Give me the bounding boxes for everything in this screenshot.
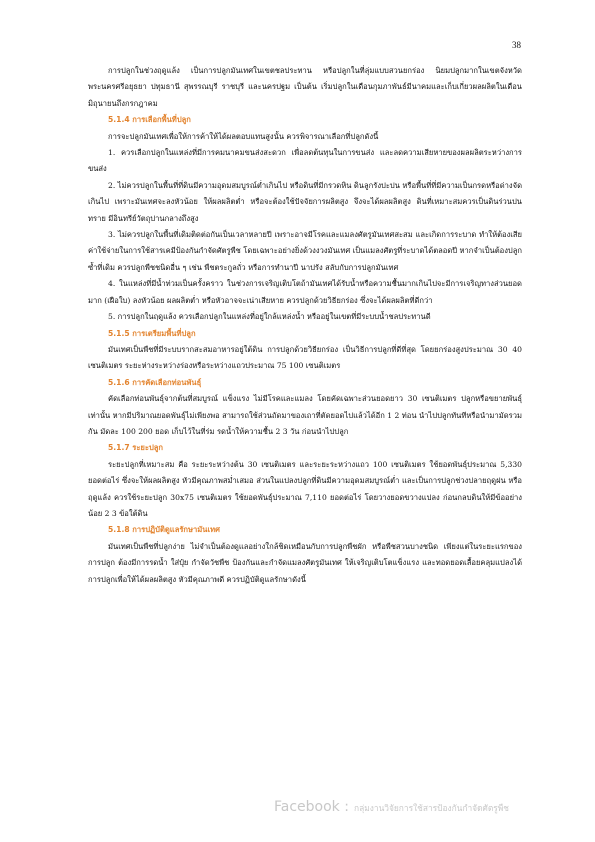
body-paragraph: มันเทศเป็นพืชที่ปลูกง่าย ไม่จำเป็นต้องดูแลอย่างใกล้ชิดเหมือนกับการปลูกพืชผัก หรือพืชสวนบางชนิด เพียงแต่ในระยะแรกของการปลูก ต้องมีการรดน้ำ ใส่ปุ๋ย กำจัดวัชพืช ป้องกันและกำจัดแมลงศัตรูมันเทศ ให้เจริญเติบโตแข็งแรง และทอดยอดเลื้อยคลุมแปลงได้ การปลูกเพื่อให้ได้ผลผลิตสูง หัวมีคุณภาพดี ควรปฏิบัติดูแลรักษาดังนี้ [88,541,522,584]
body-paragraph: 1. ควรเลือกปลูกในแหล่งที่มีการคมนาคมขนส่งสะดวก เพื่อลดต้นทุนในการขนส่ง และลดความเสียหายของผลผลิตระหว่างการขนส่ง [88,148,522,174]
footer-facebook-label: Facebook : [274,799,349,815]
section-heading: 5.1.6 การคัดเลือกท่อนพันธุ์ [108,377,202,387]
section-heading: 5.1.8 การปฏิบัติดูแลรักษามันเทศ [108,525,220,535]
body-paragraph: 3. ไม่ควรปลูกในพื้นที่เดิมติดต่อกันเป็นเวลาหลายปี เพราะอาจมีโรคและแมลงศัตรูมันเทศสะสม และเกิดการระบาด ทำให้ต้องเสียค่าใช้จ่ายในการใช้สารเคมีป้องกันกำจัดศัตรูพืช โดยเฉพาะอย่างยิ่งด้วงงวงมันเทศ เป็นแมลงศัตรูที่ระบาดได้ตลอดปี หากจำเป็นต้องปลูกซ้ำที่เดิม ควรปลูกพืชชนิดอื่น ๆ เช่น พืชตระกูลถั่ว หรือการทำนาปี นาปรัง สลับกับการปลูกมันเทศ [88,230,522,272]
document-body [88,63,522,588]
section-heading: 5.1.5 การเตรียมพื้นที่ปลูก [108,328,196,338]
body-paragraph: 4. ในแหล่งที่มีน้ำท่วมเป็นครั้งคราว ในช่วงการเจริญเติบโตถ้ามันเทศได้รับน้ำหรือความชื้นมากเกินไปจะมีการเจริญทางส่วนยอดมาก (เฝือใบ) ลงหัวน้อย ผลผลิตต่ำ หรือหัวอาจจะเน่าเสียหาย ควรปลูกด้วยวิธียกร่อง ซึ่งจะได้ผลผลิตที่ดีกว่า [88,279,522,305]
body-paragraph: คัดเลือกท่อนพันธุ์จากต้นที่สมบูรณ์ แข็งแรง ไม่มีโรคและแมลง โดยคัดเฉพาะส่วนยอดยาว 30 เซนติเมตร ปลูกหรือขยายพันธุ์เท่านั้น หากมีปริมาณยอดพันธุ์ไม่เพียงพอ สามารถใช้ส่วนถัดมาของเถาที่ตัดยอดไปแล้วได้อีก 1 2 ท่อน นำไปปลูกทันทีหรือนำมามัดรวมกัน มัดละ 100 200 ยอด เก็บไว้ในที่ร่ม รดน้ำให้ความชื้น 2 3 วัน ก่อนนำไปปลูก [88,394,522,436]
body-paragraph: 2. ไม่ควรปลูกในพื้นที่ที่ดินมีความอุดมสมบูรณ์ต่ำเกินไป หรือดินที่มีกรวดหิน ดินลูกรังปะปน หรือพื้นที่ที่มีความเป็นกรดหรือด่างจัดเกินไป เพราะมันเทศจะลงหัวน้อย ให้ผลผลิตต่ำ หรือจะต้องใช้ปัจจัยการผลิตสูง จึงจะได้ผลผลิตสูง ดินที่เหมาะสมควรเป็นดินร่วนปนทราย มีอินทรีย์วัตถุปานกลางถึงสูง [88,180,522,223]
section-heading: 5.1.7 ระยะปลูก [108,443,164,453]
body-paragraph: การจะปลูกมันเทศเพื่อให้การค้าให้ได้ผลตอบแทนสูงนั้น ควรพิจารณาเลือกที่ปลูกดังนี้ [108,131,379,141]
body-paragraph: การปลูกในช่วงฤดูแล้ง เป็นการปลูกมันเทศในเขตชลประทาน หรือปลูกในที่ลุ่มแบบสวนยกร่อง นิยมปลูกมากในเขตจังหวัดพระนครศรีอยุธยา ปทุมธานี สุพรรณบุรี ราชบุรี และนครปฐม เป็นต้น เริ่มปลูกในเดือนกุมภาพันธ์มีนาคมและเก็บเกี่ยวผลผลิตในเดือนมิถุนายนถึงกรกฎาคม [88,66,522,108]
body-paragraph: 5. การปลูกในฤดูแล้ง ควรเลือกปลูกในแหล่งที่อยู่ใกล้แหล่งน้ำ หรืออยู่ในเขตที่มีระบบน้ำชลประทานดี [108,312,431,322]
page-number: 38 [512,40,521,50]
body-paragraph: มันเทศเป็นพืชที่มีระบบรากสะสมอาหารอยู่ใต้ดิน การปลูกด้วยวิธียกร่อง เป็นวิธีการปลูกที่ดีที่สุด โดยยกร่องสูงประมาณ 30 40 เซนติเมตร ระยะห่างระหว่างร่องหรือระหว่างแถวประมาณ 75 100 เซนติเมตร [88,344,522,371]
body-paragraph: ระยะปลูกที่เหมาะสม คือ ระยะระหว่างต้น 30 เซนติเมตร และระยะระหว่างแถว 100 เซนติเมตร ใช้ยอดพันธุ์ประมาณ 5,330 ยอดต่อไร่ ซึ่งจะให้ผลผลิตสูง หัวมีคุณภาพสม่ำเสมอ ส่วนในแปลงปลูกที่ดินมีความอุดมสมบูรณ์ต่ำ และเป็นการปลูกช่วงปลายฤดูฝน หรือฤดูแล้ง ควรใช้ระยะปลูก 30x75 เซนติเมตร ใช้ยอดพันธุ์ประมาณ 7,110 ยอดต่อไร่ โดยวางยอดขวางแปลง ก่อนกลบดินให้มีข้ออย่างน้อย 2 3 ข้อใต้ดิน [88,459,522,518]
footer-watermark [274,796,509,815]
footer-group-name: กลุ่มงานวิจัยการใช้สารป้องกันกำจัดศัตรูพืช [354,803,509,813]
section-heading: 5.1.4 การเลือกพื้นที่ปลูก [108,115,191,125]
